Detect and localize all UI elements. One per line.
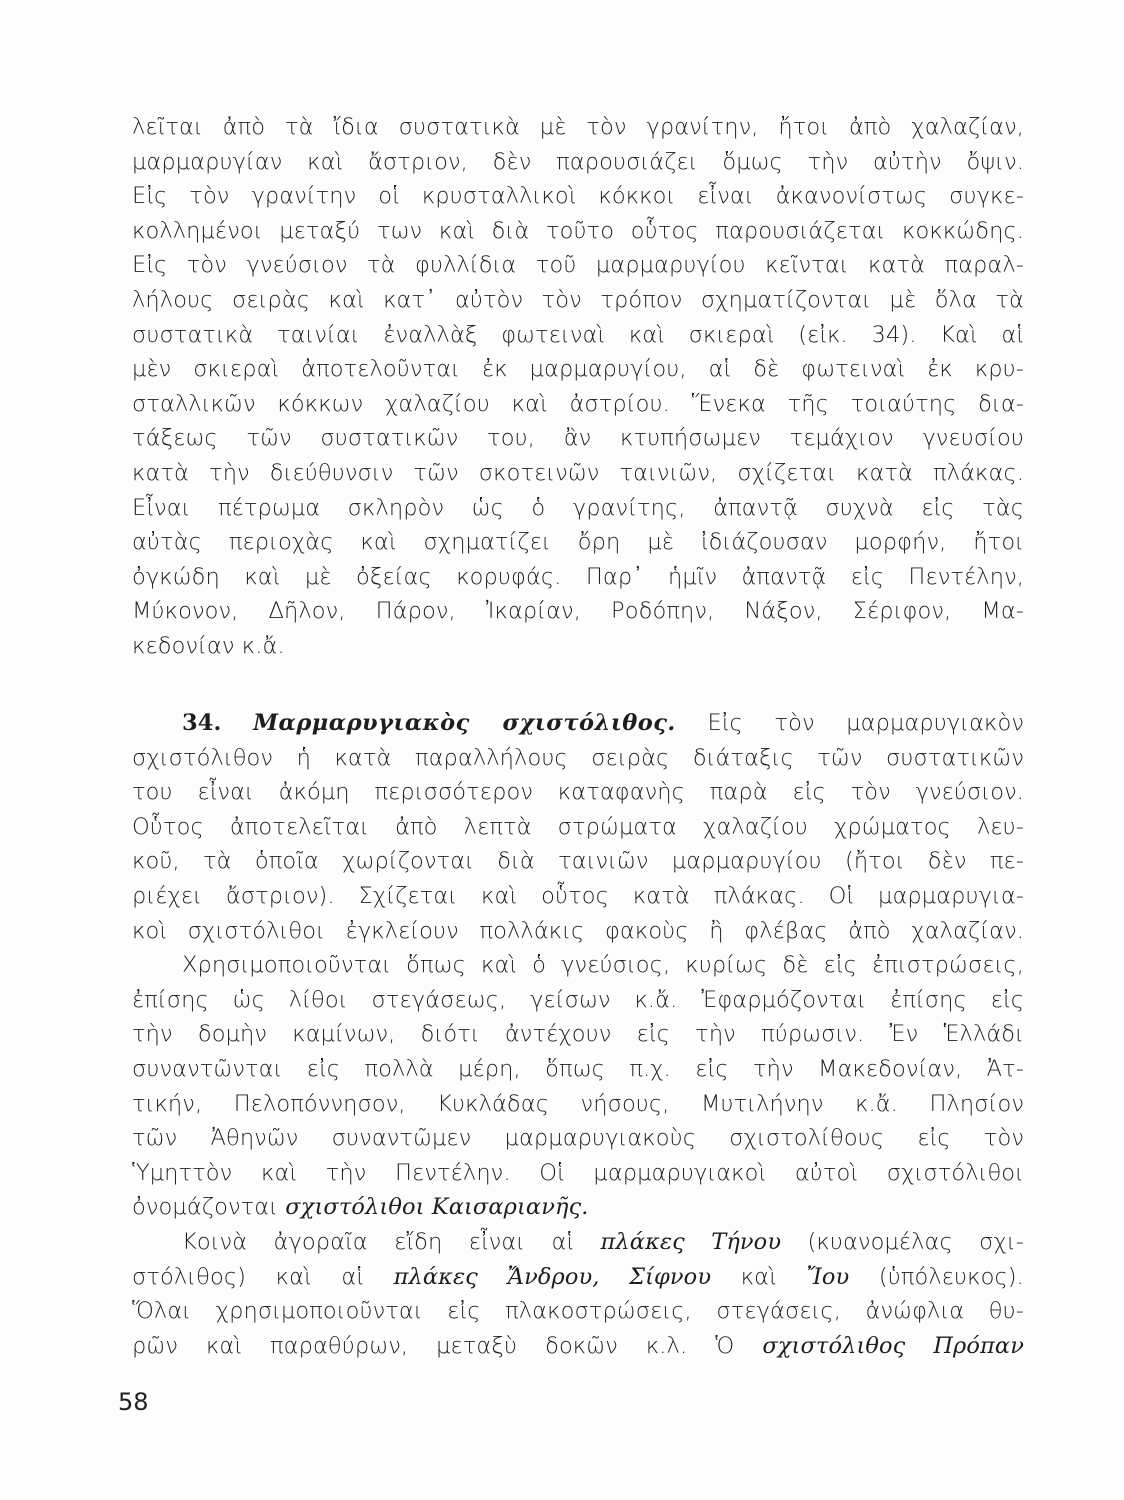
text-line: Χρησιμοποιοῦνται ὅπως καὶ ὁ γνεύσιος, κυρίως δὲ εἰς ἐπιστρώσεις,: [182, 952, 1024, 979]
text-fragment: Εἰς τὸν μαρμαρυγιακὸν: [707, 710, 1024, 736]
text-line: Μύκονον, Δῆλον, Πάρον, Ἰκαρίαν, Ροδόπην, Νάξον, Σέριφον, Μα-: [132, 598, 1024, 625]
text-line: σταλλικῶν κόκκων χαλαζίου καὶ ἀστρίου. Ἕνεκα τῆς τοιαύτης δια-: [132, 390, 1024, 417]
text-line: συναντῶνται εἰς πολλὰ μέρη, ὅπως π.χ. εἰς τὴν Μακεδονίαν, Ἀτ-: [132, 1055, 1024, 1082]
text-line: κοῦ, τὰ ὁποῖα χωρίζονται διὰ ταινιῶν μαρμαρυγίου (ἤτοι δὲν πε-: [132, 848, 1024, 875]
text-line: [132, 1225, 1024, 1260]
text-line: Οὗτος ἀποτελεῖται ἀπὸ λεπτὰ στρώματα χαλαζίου χρώματος λευ-: [132, 813, 1024, 840]
text-fragment: στόλιθος) καὶ αἱ: [132, 1263, 364, 1290]
text-line: κατὰ τὴν διεύθυνσιν τῶν σκοτεινῶν ταινιῶν, σχίζεται κατὰ πλάκας.: [132, 459, 1024, 486]
text-line: Ὅλαι χρησιμοποιοῦνται εἰς πλακοστρώσεις, στεγάσεις, ἀνώφλια θυ-: [132, 1298, 1024, 1325]
text-line: [132, 1190, 1024, 1225]
italic-term: σχιστόλιθος Πρόπαν: [762, 1332, 1024, 1359]
text-line: ὀγκώδη καὶ μὲ ὀξείας κορυφάς. Παρ᾽ ἡμῖν ἀπαντᾷ εἰς Πεντέλην,: [132, 563, 1024, 590]
text-line: σχιστόλιθον ἡ κατὰ παραλλήλους σειρὰς διάταξις τῶν συστατικῶν: [132, 744, 1024, 771]
text-line: τάξεως τῶν συστατικῶν του, ἂν κτυπήσωμεν τεμάχιον γνευσίου: [132, 425, 1024, 452]
section-mica-schist: [132, 706, 1024, 1363]
text-fragment: (ὑπόλευκος).: [878, 1263, 1024, 1290]
text-line: λήλους σειρὰς καὶ κατ᾽ αὐτὸν τὸν τρόπον σχηματίζονται μὲ ὅλα τὰ: [132, 286, 1024, 313]
text-line: τικήν, Πελοπόννησον, Κυκλάδας νήσους, Μυτιλήνην κ.ἄ. Πλησίον: [132, 1090, 1024, 1117]
text-fragment: καὶ: [740, 1263, 777, 1290]
text-fragment: (κυανομέλας σχι-: [807, 1228, 1024, 1255]
text-line: αὐτὰς περιοχὰς καὶ σχηματίζει ὄρη μὲ ἰδιάζουσαν μορφήν, ἤτοι: [132, 529, 1024, 556]
paragraph-gneiss: [132, 110, 1024, 664]
text-line: λεῖται ἀπὸ τὰ ἴδια συστατικὰ μὲ τὸν γρανίτην, ἤτοι ἀπὸ χαλαζίαν,: [132, 114, 1024, 140]
italic-term: πλάκες Ἄνδρου, Σίφνου: [393, 1263, 712, 1290]
page-number: 58: [118, 1388, 149, 1416]
text-line: μαρμαρυγίαν καὶ ἄστριον, δὲν παρουσιάζει ὅμως τὴν αὐτὴν ὄψιν.: [132, 148, 1024, 175]
text-line: Ὑμηττὸν καὶ τὴν Πεντέλην. Οἱ μαρμαρυγιακοὶ αὐτοὶ σχιστόλιθοι: [132, 1159, 1024, 1186]
italic-term: πλάκες Τήνου: [600, 1228, 782, 1255]
section-title: Μαρμαρυγιακὸς σχιστόλιθος.: [253, 710, 676, 736]
text-line: συστατικὰ ταινίαι ἐναλλὰξ φωτειναὶ καὶ σκιεραὶ (εἰκ. 34). Καὶ αἱ: [132, 321, 1024, 348]
text-line: Εἰς τὸν γρανίτην οἱ κρυσταλλικοὶ κόκκοι εἶναι ἀκανονίστως συγκε-: [132, 183, 1024, 210]
text-line: τῶν Ἀθηνῶν συναντῶμεν μαρμαρυγιακοὺς σχιστολίθους εἰς τὸν: [132, 1125, 1024, 1152]
text-fragment: ὀνομάζονται: [132, 1194, 279, 1221]
text-fragment: ρῶν καὶ παραθύρων, μεταξὺ δοκῶν κ.λ. Ὁ: [132, 1332, 735, 1359]
text-line: κοὶ σχιστόλιθοι ἐγκλείουν πολλάκις φακοὺς ἢ φλέβας ἀπὸ χαλαζίαν.: [132, 917, 1024, 944]
section-number: 34.: [182, 710, 222, 736]
text-line: τὴν δομὴν καμίνων, διότι ἀντέχουν εἰς τὴν πύρωσιν. Ἐν Ἑλλάδι: [132, 1021, 1024, 1048]
text-line: [132, 1260, 1024, 1295]
italic-term: σχιστόλιθοι Καισαριανῆς.: [285, 1194, 589, 1221]
text-fragment: Κοινὰ ἀγοραῖα εἴδη εἶναι αἱ: [182, 1228, 575, 1255]
text-line: [132, 1329, 1024, 1364]
text-line: μὲν σκιεραὶ ἀποτελοῦνται ἐκ μαρμαρυγίου, αἱ δὲ φωτειναὶ ἐκ κρυ-: [132, 356, 1024, 383]
italic-term: Ἴου: [806, 1263, 850, 1290]
text-line: του εἶναι ἀκόμη περισσότερον καταφανὴς παρὰ εἰς τὸν γνεύσιον.: [132, 779, 1024, 806]
text-line: ἐπίσης ὡς λίθοι στεγάσεως, γείσων κ.ἄ. Ἐφαρμόζονται ἐπίσης εἰς: [132, 986, 1024, 1013]
text-line: Εἰς τὸν γνεύσιον τὰ φυλλίδια τοῦ μαρμαρυγίου κεῖνται κατὰ παραλ-: [132, 252, 1024, 279]
text-line: Εἶναι πέτρωμα σκληρὸν ὡς ὁ γρανίτης, ἀπαντᾷ συχνὰ εἰς τὰς: [132, 494, 1024, 521]
text-line: κολλημένοι μεταξύ των καὶ διὰ τοῦτο οὗτος παρουσιάζεται κοκκώδης.: [132, 217, 1024, 244]
text-line: κεδονίαν κ.ἄ.: [132, 632, 285, 659]
section-heading-line: [132, 706, 1024, 741]
text-line: ριέχει ἄστριον). Σχίζεται καὶ οὗτος κατὰ πλάκας. Οἱ μαρμαρυγια-: [132, 882, 1024, 909]
